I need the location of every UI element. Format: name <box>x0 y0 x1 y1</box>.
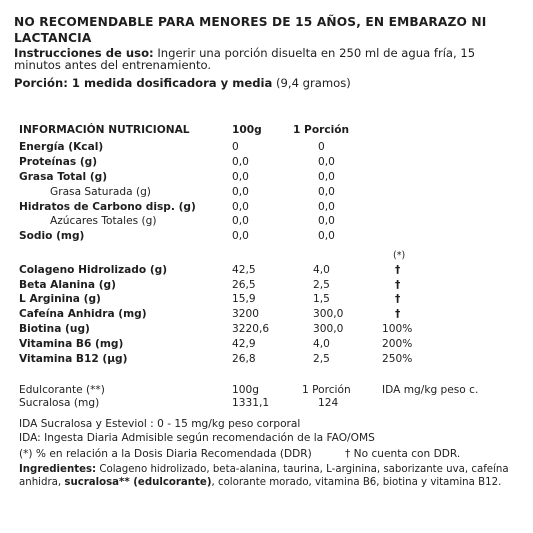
active-row-portion: 300,0 <box>313 323 344 335</box>
active-row-portion: 2,5 <box>313 353 330 365</box>
sweetener-header-ida: IDA mg/kg peso c. <box>382 384 479 396</box>
active-row-portion: 1,5 <box>313 293 330 305</box>
note-ida-values: IDA Sucralosa y Esteviol : 0 - 15 mg/kg peso corporal <box>19 418 301 430</box>
ddr-marker: (*) <box>393 250 406 261</box>
nutrient-row-portion: 0,0 <box>318 201 335 213</box>
active-row-name: L Arginina (g) <box>19 293 101 305</box>
ingredients-label: Ingredientes: <box>19 464 97 475</box>
portion-text: (9,4 gramos) <box>272 76 351 90</box>
portion-label: Porción: 1 medida dosificadora y media <box>14 76 273 90</box>
ingredients-text-2: , colorante morado, vitamina B6, biotina y vitamina B12. <box>211 477 502 489</box>
ingredients-text-1: Colageno hidrolizado, beta-alanina, taurina, L-arginina, saborizante uva, cafeína anhidra, <box>19 464 509 489</box>
nutrient-row-portion: 0 <box>318 141 325 153</box>
sweetener-header-100g: 100g <box>232 384 259 396</box>
active-row-100g: 3220,6 <box>232 323 270 335</box>
portion <box>14 76 351 90</box>
nutrient-row-portion: 0,0 <box>318 230 335 242</box>
nutrient-row-100g: 0,0 <box>232 186 249 198</box>
nutrient-row-name: Proteínas (g) <box>19 156 98 168</box>
active-row-ddr: 200% <box>382 338 413 350</box>
active-row-portion: 4,0 <box>313 338 330 350</box>
nutrient-row-100g: 0,0 <box>232 156 249 168</box>
active-row-name: Cafeína Anhidra (mg) <box>19 308 147 320</box>
nutrient-row-name: Grasa Total (g) <box>19 171 108 183</box>
nutrient-row-portion: 0,0 <box>318 215 335 227</box>
sucralose-portion: 124 <box>318 397 339 409</box>
table-header-portion: 1 Porción <box>293 124 350 136</box>
active-row-ddr: 250% <box>382 353 413 365</box>
warning-text: NO RECOMENDABLE PARA MENORES DE 15 AÑOS, EN EMBARAZO NI LACTANCIA <box>14 15 487 45</box>
active-row-100g: 42,9 <box>232 338 256 350</box>
active-row-name: Colageno Hidrolizado (g) <box>19 264 168 276</box>
instructions-text: Ingerir una porción disuelta en 250 ml de agua fría, 15 minutos antes del entrenamiento. <box>14 46 476 72</box>
nutrient-row-100g: 0,0 <box>232 215 249 227</box>
ingredients-sweetener: sucralosa** (edulcorante) <box>64 477 212 489</box>
active-row-portion: 2,5 <box>313 279 330 291</box>
active-row-name: Vitamina B6 (mg) <box>19 338 124 350</box>
sucralose-name: Sucralosa (mg) <box>19 397 100 409</box>
active-row-100g: 42,5 <box>232 264 256 276</box>
active-row-ddr: † <box>395 308 401 320</box>
active-row-name: Beta Alanina (g) <box>19 279 116 291</box>
active-row-name: Biotina (ug) <box>19 323 90 335</box>
active-row-name: Vitamina B12 (µg) <box>19 353 128 365</box>
nutrient-row-100g: 0,0 <box>232 230 249 242</box>
note-ida-definition: IDA: Ingesta Diaria Admisible según recomendación de la FAO/OMS <box>19 432 375 444</box>
instructions-label: Instrucciones de uso: <box>14 46 154 60</box>
sweetener-header-name: Edulcorante (**) <box>19 384 105 396</box>
nutrient-row-100g: 0,0 <box>232 171 249 183</box>
nutrient-row-100g: 0,0 <box>232 201 249 213</box>
note-ddr: (*) % en relación a la Dosis Diaria Recomendada (DDR) <box>19 448 312 460</box>
note-no-ddr: † No cuenta con DDR. <box>345 448 461 460</box>
active-row-100g: 15,9 <box>232 293 256 305</box>
active-row-100g: 3200 <box>232 308 259 320</box>
ingredients <box>19 463 509 489</box>
nutrient-row-name: Sodio (mg) <box>19 230 85 242</box>
sucralose-100g: 1331,1 <box>232 397 270 409</box>
table-header-100g: 100g <box>232 124 262 136</box>
nutrient-row-name: Azúcares Totales (g) <box>50 215 157 227</box>
active-row-portion: 300,0 <box>313 308 344 320</box>
active-row-100g: 26,8 <box>232 353 256 365</box>
nutrient-row-100g: 0 <box>232 141 239 153</box>
table-header-title: INFORMACIÓN NUTRICIONAL <box>19 124 190 136</box>
nutrient-row-portion: 0,0 <box>318 171 335 183</box>
nutrient-row-name: Energía (Kcal) <box>19 141 104 153</box>
sweetener-header-portion: 1 Porción <box>302 384 351 396</box>
instructions <box>14 48 519 71</box>
active-row-ddr: † <box>395 264 401 276</box>
nutrient-row-portion: 0,0 <box>318 186 335 198</box>
active-row-portion: 4,0 <box>313 264 330 276</box>
active-row-100g: 26,5 <box>232 279 256 291</box>
active-row-ddr: 100% <box>382 323 413 335</box>
active-row-ddr: † <box>395 279 401 291</box>
nutrient-row-name: Hidratos de Carbono disp. (g) <box>19 201 196 213</box>
nutrient-row-name: Grasa Saturada (g) <box>50 186 151 198</box>
active-row-ddr: † <box>395 293 401 305</box>
nutrient-row-portion: 0,0 <box>318 156 335 168</box>
